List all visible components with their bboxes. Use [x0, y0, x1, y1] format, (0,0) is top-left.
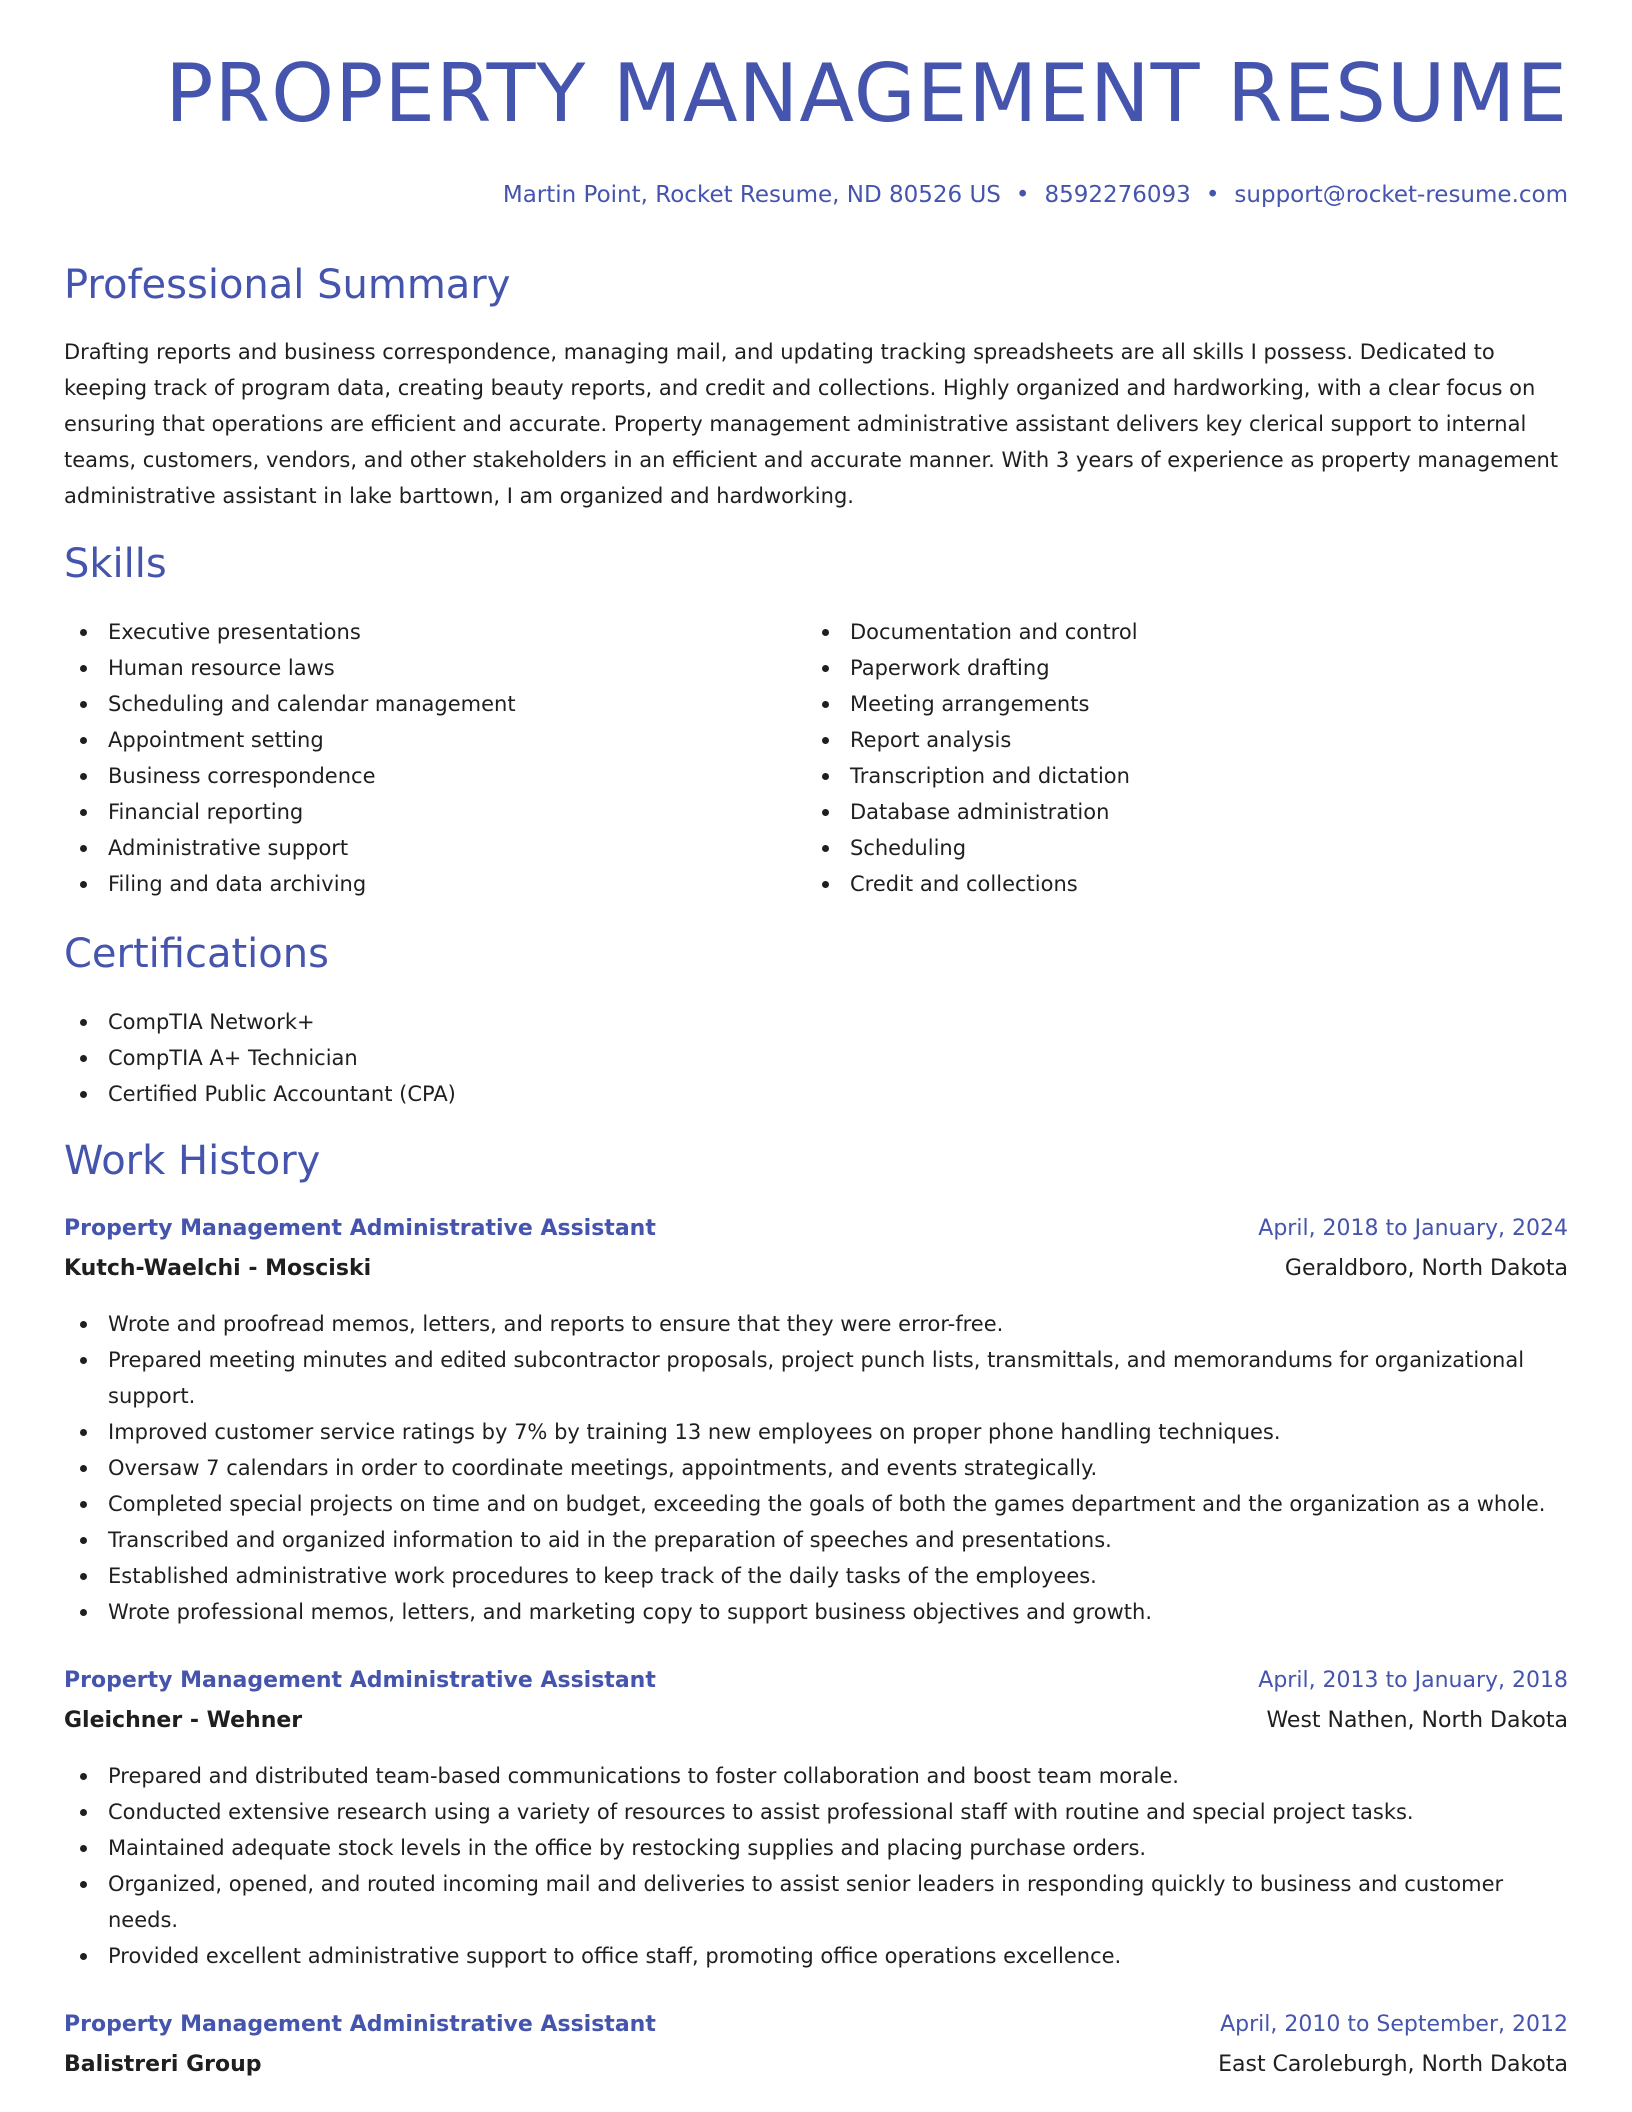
job-subheader [64, 2052, 1568, 2102]
job-dates: April, 2010 to September, 2012 [1220, 2012, 1568, 2037]
job-bullet: Conducted extensive research using a variety of resources to assist professional staff with routine and special project tasks. [64, 1794, 1568, 1830]
job-bullet: Completed special projects on time and on budget, exceeding the goals of both the games department and the organization as a whole. [64, 1486, 1568, 1522]
skill-item: Administrative support [64, 830, 804, 866]
certification-item: CompTIA A+ Technician [64, 1040, 1568, 1076]
job-bullet: Wrote and proofread memos, letters, and reports to ensure that they were error-free. [64, 1306, 1568, 1342]
job-bullet: Prepared meeting minutes and edited subcontractor proposals, project punch lists, transmittals, and memorandums for organizational support. [64, 1342, 1568, 1414]
job-bullets [64, 1306, 1568, 1630]
job-bullet: Organized, opened, and routed incoming mail and deliveries to assist senior leaders in responding quickly to business and customer needs. [64, 1866, 1568, 1938]
job-title: Property Management Administrative Assistant [64, 2012, 656, 2037]
job-bullet: Prepared and distributed team-based communications to foster collaboration and boost team morale. [64, 1758, 1568, 1794]
skill-item: Scheduling and calendar management [64, 686, 804, 722]
skill-item: Appointment setting [64, 722, 804, 758]
skill-item: Paperwork drafting [806, 650, 1566, 686]
job-subheader [64, 1256, 1568, 1306]
skill-item: Human resource laws [64, 650, 804, 686]
skill-item: Business correspondence [64, 758, 804, 794]
job-dates: April, 2013 to January, 2018 [1258, 1668, 1568, 1693]
skill-item: Database administration [806, 794, 1566, 830]
contact-phone: 8592276093 [1044, 182, 1191, 208]
job-location: Geraldboro, North Dakota [1284, 1256, 1568, 1281]
skills-list-left [64, 614, 804, 902]
certifications-list [64, 1004, 1568, 1112]
skill-item: Filing and data archiving [64, 866, 804, 902]
job-company: Gleichner - Wehner [64, 1708, 303, 1733]
certification-item: Certified Public Accountant (CPA) [64, 1076, 1568, 1112]
job-location: West Nathen, North Dakota [1266, 1708, 1568, 1733]
skill-item: Scheduling [806, 830, 1566, 866]
job-title: Property Management Administrative Assistant [64, 1216, 656, 1241]
contact-separator: • [1015, 182, 1030, 208]
skill-item: Financial reporting [64, 794, 804, 830]
skill-item: Transcription and dictation [806, 758, 1566, 794]
contact-email: support@rocket-resume.com [1234, 182, 1568, 208]
skill-item: Report analysis [806, 722, 1566, 758]
job-bullet: Oversaw 7 calendars in order to coordinate meetings, appointments, and events strategically. [64, 1450, 1568, 1486]
certifications-heading: Certifications [64, 931, 329, 977]
summary-text: Drafting reports and business correspondence, managing mail, and updating tracking spreadsheets are all skills I possess. Dedicated to keeping track of program data, creating beauty reports, and credit and collections. Highly organized and hardworking, with a clear focus on ensuring that operations are efficient and accurate. Property management administrative assistant delivers key clerical support to internal teams, customers, vendors, and other stakeholders in an efficient and accurate manner. With 3 years of experience as property management administrative assistant in lake barttown, I am organized and hardworking. [64, 340, 1559, 508]
job-bullet: Improved customer service ratings by 7% by training 13 new employees on proper phone handling techniques. [64, 1414, 1568, 1450]
job-bullets [64, 1758, 1568, 1974]
job-bullet: Established administrative work procedures to keep track of the daily tasks of the employees. [64, 1558, 1568, 1594]
contact-line [503, 182, 1568, 208]
job-location: East Caroleburgh, North Dakota [1218, 2052, 1568, 2077]
job-entry [64, 1216, 1568, 1630]
page-title: PROPERTY MANAGEMENT RESUME [165, 47, 1568, 140]
skill-item: Executive presentations [64, 614, 804, 650]
job-header [64, 1668, 1568, 1708]
skills-heading: Skills [64, 541, 167, 587]
skill-item: Meeting arrangements [806, 686, 1566, 722]
summary-heading: Professional Summary [64, 262, 511, 308]
job-bullet: Wrote professional memos, letters, and marketing copy to support business objectives and growth. [64, 1594, 1568, 1630]
job-entry [64, 2012, 1568, 2102]
contact-address: Martin Point, Rocket Resume, ND 80526 US [502, 182, 1001, 208]
skill-item: Documentation and control [806, 614, 1566, 650]
job-entry [64, 1668, 1568, 1974]
skills-list-right [806, 614, 1566, 902]
job-company: Balistreri Group [64, 2052, 262, 2077]
skill-item: Credit and collections [806, 866, 1566, 902]
job-subheader [64, 1708, 1568, 1758]
job-company: Kutch-Waelchi - Mosciski [64, 1256, 372, 1281]
work-history-heading: Work History [64, 1138, 321, 1184]
job-bullet: Provided excellent administrative support to office staff, promoting office operations excellence. [64, 1938, 1568, 1974]
contact-separator: • [1205, 182, 1220, 208]
job-dates: April, 2018 to January, 2024 [1258, 1216, 1568, 1241]
job-title: Property Management Administrative Assistant [64, 1668, 656, 1693]
job-header [64, 2012, 1568, 2052]
job-header [64, 1216, 1568, 1256]
job-bullet: Maintained adequate stock levels in the office by restocking supplies and placing purchase orders. [64, 1830, 1568, 1866]
certification-item: CompTIA Network+ [64, 1004, 1568, 1040]
job-bullet: Transcribed and organized information to aid in the preparation of speeches and presentations. [64, 1522, 1568, 1558]
